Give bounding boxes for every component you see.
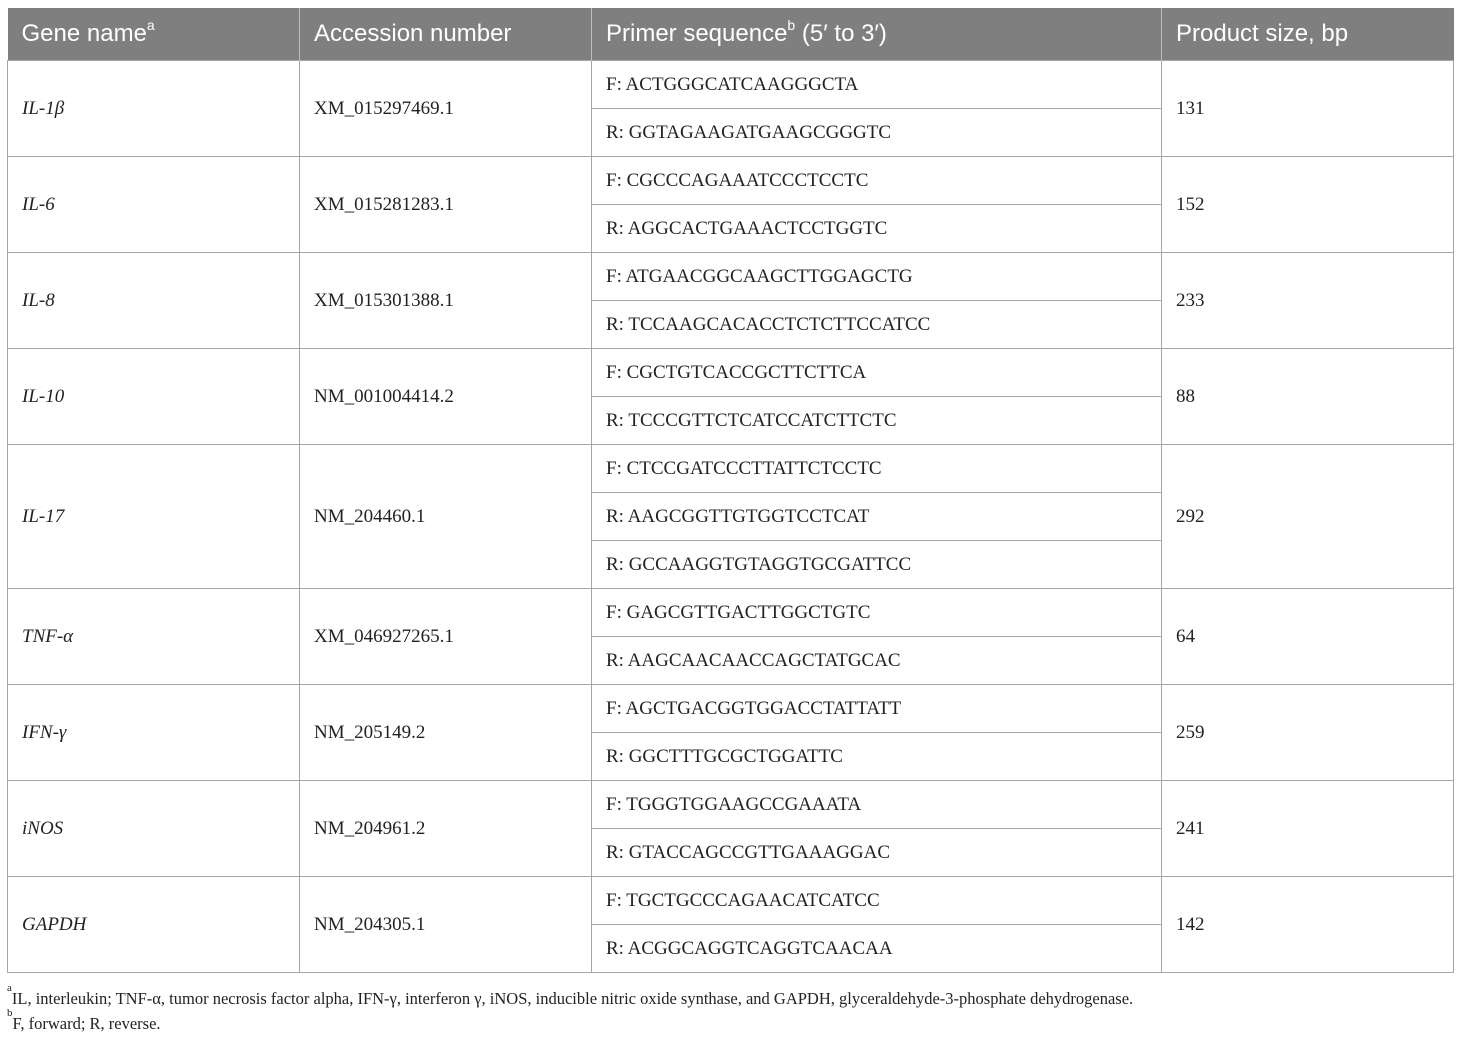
primer-sequence-cell: R: TCCCGTTCTCATCCATCTTCTC [592,397,1162,445]
primer-sequence-cell: F: CGCTGTCACCGCTTCTTCA [592,349,1162,397]
primer-sequence-cell: F: ATGAACGGCAAGCTTGGAGCTG [592,253,1162,301]
gene-name-cell: IFN-γ [8,685,300,781]
primer-sequence-cell: R: AAGCAACAACCAGCTATGCAC [592,637,1162,685]
primer-sequence-cell: F: CTCCGATCCCTTATTCTCCTC [592,445,1162,493]
header-primer-footnote-mark: b [787,17,796,33]
table-row [8,589,1454,637]
footnote-mark: a [7,982,12,994]
primer-sequence-cell: R: ACGGCAGGTCAGGTCAACAA [592,925,1162,973]
header-accession-number [300,8,592,61]
footnote-text: F, forward; R, reverse. [12,1014,161,1033]
footnote-b [7,1007,1133,1036]
footnote-text: IL, interleukin; TNF-α, tumor necrosis factor alpha, IFN-γ, interferon γ, iNOS, inducible nitric oxide synthase, and GAPDH, glyceraldehyde-3-phosphate dehydrogenase. [11,989,1134,1008]
table-header-row [8,8,1454,61]
footnote-a [7,982,1134,1011]
table-row [8,445,1454,493]
table-row [8,349,1454,397]
gene-name-cell: iNOS [8,781,300,877]
accession-number-cell: XM_015297469.1 [300,61,592,157]
accession-number-cell: XM_046927265.1 [300,589,592,685]
accession-number-cell: XM_015281283.1 [300,157,592,253]
primer-sequence-cell: R: AAGCGGTTGTGGTCCTCAT [592,493,1162,541]
gene-name-cell: IL-8 [8,253,300,349]
primer-table [7,8,1454,973]
footnote-mark: b [7,1007,13,1019]
header-product-size [1162,8,1454,61]
header-gene-footnote-mark: a [146,17,155,33]
table-row [8,877,1454,925]
primer-sequence-cell: R: TCCAAGCACACCTCTCTTCCATCC [592,301,1162,349]
product-size-cell: 292 [1162,445,1454,589]
gene-name-cell: IL-10 [8,349,300,445]
header-accession-label: Accession number [314,20,512,47]
table-body [8,61,1454,973]
accession-number-cell: NM_001004414.2 [300,349,592,445]
primer-sequence-cell: F: AGCTGACGGTGGACCTATTATT [592,685,1162,733]
product-size-cell: 241 [1162,781,1454,877]
header-primer-sequence [592,8,1162,61]
table-row [8,685,1454,733]
table-row [8,253,1454,301]
accession-number-cell: XM_015301388.1 [300,253,592,349]
accession-number-cell: NM_204460.1 [300,445,592,589]
product-size-cell: 152 [1162,157,1454,253]
primer-sequence-cell: F: ACTGGGCATCAAGGGCTA [592,61,1162,109]
header-primer-suffix: (5′ to 3′) [795,20,887,47]
accession-number-cell: NM_204961.2 [300,781,592,877]
product-size-cell: 259 [1162,685,1454,781]
primer-sequence-cell: R: GGTAGAAGATGAAGCGGGTC [592,109,1162,157]
header-gene-label: Gene name [21,20,147,47]
primer-sequence-cell: F: TGCTGCCCAGAACATCATCC [592,877,1162,925]
table-row [8,157,1454,205]
header-gene-name [8,8,300,61]
header-primer-label: Primer sequence [606,20,788,47]
primer-sequence-cell: R: GGCTTTGCGCTGGATTC [592,733,1162,781]
gene-name-cell: TNF-α [8,589,300,685]
primer-sequence-cell: F: GAGCGTTGACTTGGCTGTC [592,589,1162,637]
gene-name-cell: GAPDH [8,877,300,973]
table-row [8,781,1454,829]
product-size-cell: 64 [1162,589,1454,685]
gene-name-cell: IL-17 [8,445,300,589]
gene-name-cell: IL-1β [8,61,300,157]
header-size-label: Product size, bp [1176,20,1349,47]
table-row [8,61,1454,109]
primer-sequence-cell: R: GCCAAGGTGTAGGTGCGATTCC [592,541,1162,589]
primer-sequence-cell: R: AGGCACTGAAACTCCTGGTC [592,205,1162,253]
primer-sequence-cell: F: CGCCCAGAAATCCCTCCTC [592,157,1162,205]
product-size-cell: 88 [1162,349,1454,445]
product-size-cell: 131 [1162,61,1454,157]
gene-name-cell: IL-6 [8,157,300,253]
accession-number-cell: NM_204305.1 [300,877,592,973]
primer-sequence-cell: F: TGGGTGGAAGCCGAAATA [592,781,1162,829]
primer-sequence-cell: R: GTACCAGCCGTTGAAAGGAC [592,829,1162,877]
product-size-cell: 233 [1162,253,1454,349]
product-size-cell: 142 [1162,877,1454,973]
accession-number-cell: NM_205149.2 [300,685,592,781]
table-footnotes [7,982,1134,1036]
